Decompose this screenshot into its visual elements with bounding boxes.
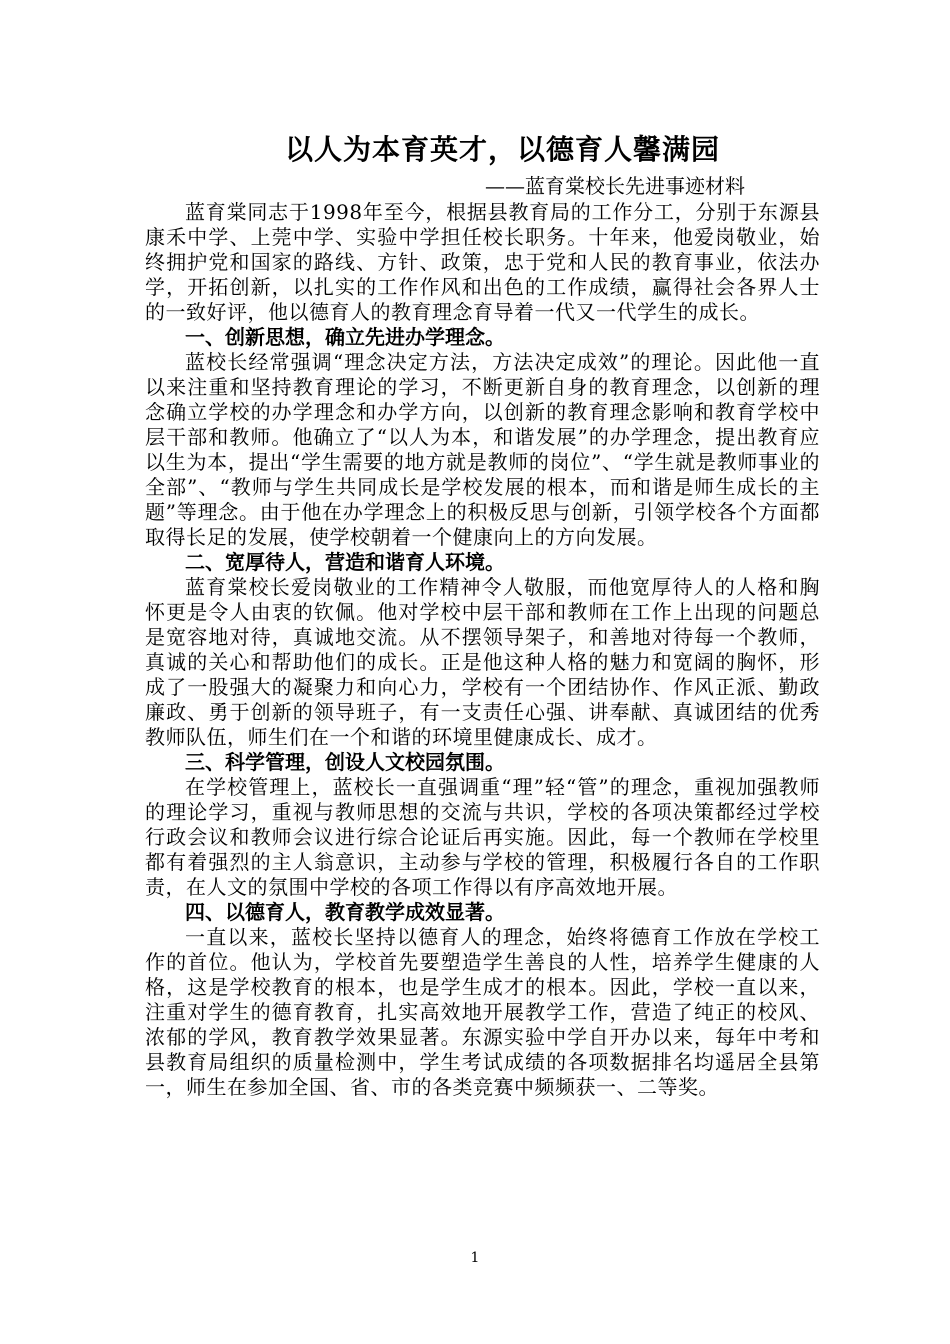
section-heading: 一、创新思想，确立先进办学理念。 <box>185 325 505 349</box>
document-page <box>145 130 820 1100</box>
section-heading: 二、宽厚待人，营造和谐育人环境。 <box>185 550 505 574</box>
page-number: 1 <box>470 1250 480 1266</box>
document-subtitle: ——蓝育棠校长先进事迹材料 <box>485 174 745 198</box>
section-body: 蓝育棠校长爱岗敬业的工作精神令人敬服，而他宽厚待人的人格和胸怀更是令人由衷的钦佩。他对学校中层干部和教师在工作上出现的问题总是宽容地对待，真诚地交流。从不摆领导架子，和善地对待每一个教师，真诚的关心和帮助他们的成长。正是他这种人格的魅力和宽阔的胸怀，形成了一股强大的凝聚力和向心力，学校有一个团结协作、作风正派、勤政廉政、勇于创新的领导班子，有一支责任心强、讲奉献、真诚团结的优秀教师队伍，师生们在一个和谐的环境里健康成长、成才。 <box>145 575 820 749</box>
document-title: 以人为本育英才，以德育人馨满园 <box>284 133 720 166</box>
section-body: 蓝校长经常强调“理念决定方法，方法决定成效”的理论。因此他一直以来注重和坚持教育理论的学习，不断更新自身的教育理念，以创新的理念确立学校的办学理念和办学方向，以创新的教育理念影响和教育学校中层干部和教师。他确立了“以人为本，和谐发展”的办学理念，提出教育应以生为本，提出“学生需要的地方就是教师的岗位”、“学生就是教师事业的全部”、“教师与学生共同成长是学校发展的根本，而和谐是师生成长的主题”等理念。由于他在办学理念上的积极反思与创新，引领学校各个方面都取得长足的发展，使学校朝着一个健康向上的方向发展。 <box>145 350 820 549</box>
section-heading: 四、以德育人，教育教学成效显著。 <box>185 900 505 924</box>
section-heading: 三、科学管理，创设人文校园氛围。 <box>185 750 505 774</box>
intro-paragraph: 蓝育棠同志于1998年至今，根据县教育局的工作分工，分别于东源县康禾中学、上莞中学、实验中学担任校长职务。十年来，他爱岗敬业，始终拥护党和国家的路线、方针、政策，忠于党和人民的教育事业，依法办学，开拓创新，以扎实的工作作风和出色的工作成绩，赢得社会各界人士的一致好评，他以德育人的教育理念育导着一代又一代学生的成长。 <box>145 200 820 324</box>
section-body: 一直以来，蓝校长坚持以德育人的理念，始终将德育工作放在学校工作的首位。他认为，学校首先要塑造学生善良的人性，培养学生健康的人格，这是学校教育的根本，也是学生成才的根本。因此，学校一直以来，注重对学生的德育教育，扎实高效地开展教学工作，营造了纯正的校风、浓郁的学风，教育教学效果显著。东源实验中学自开办以来，每年中考和县教育局组织的质量检测中，学生考试成绩的各项数据排名均遥居全县第一，师生在参加全国、省、市的各类竞赛中频频获一、二等奖。 <box>145 925 820 1099</box>
section-body: 在学校管理上，蓝校长一直强调重“理”轻“管”的理念，重视加强教师的理论学习，重视与教师思想的交流与共识，学校的各项决策都经过学校行政会议和教师会议进行综合论证后再实施。因此，每一个教师在学校里都有着强烈的主人翁意识，主动参与学校的管理，积极履行各自的工作职责，在人文的氛围中学校的各项工作得以有序高效地开展。 <box>145 775 820 899</box>
